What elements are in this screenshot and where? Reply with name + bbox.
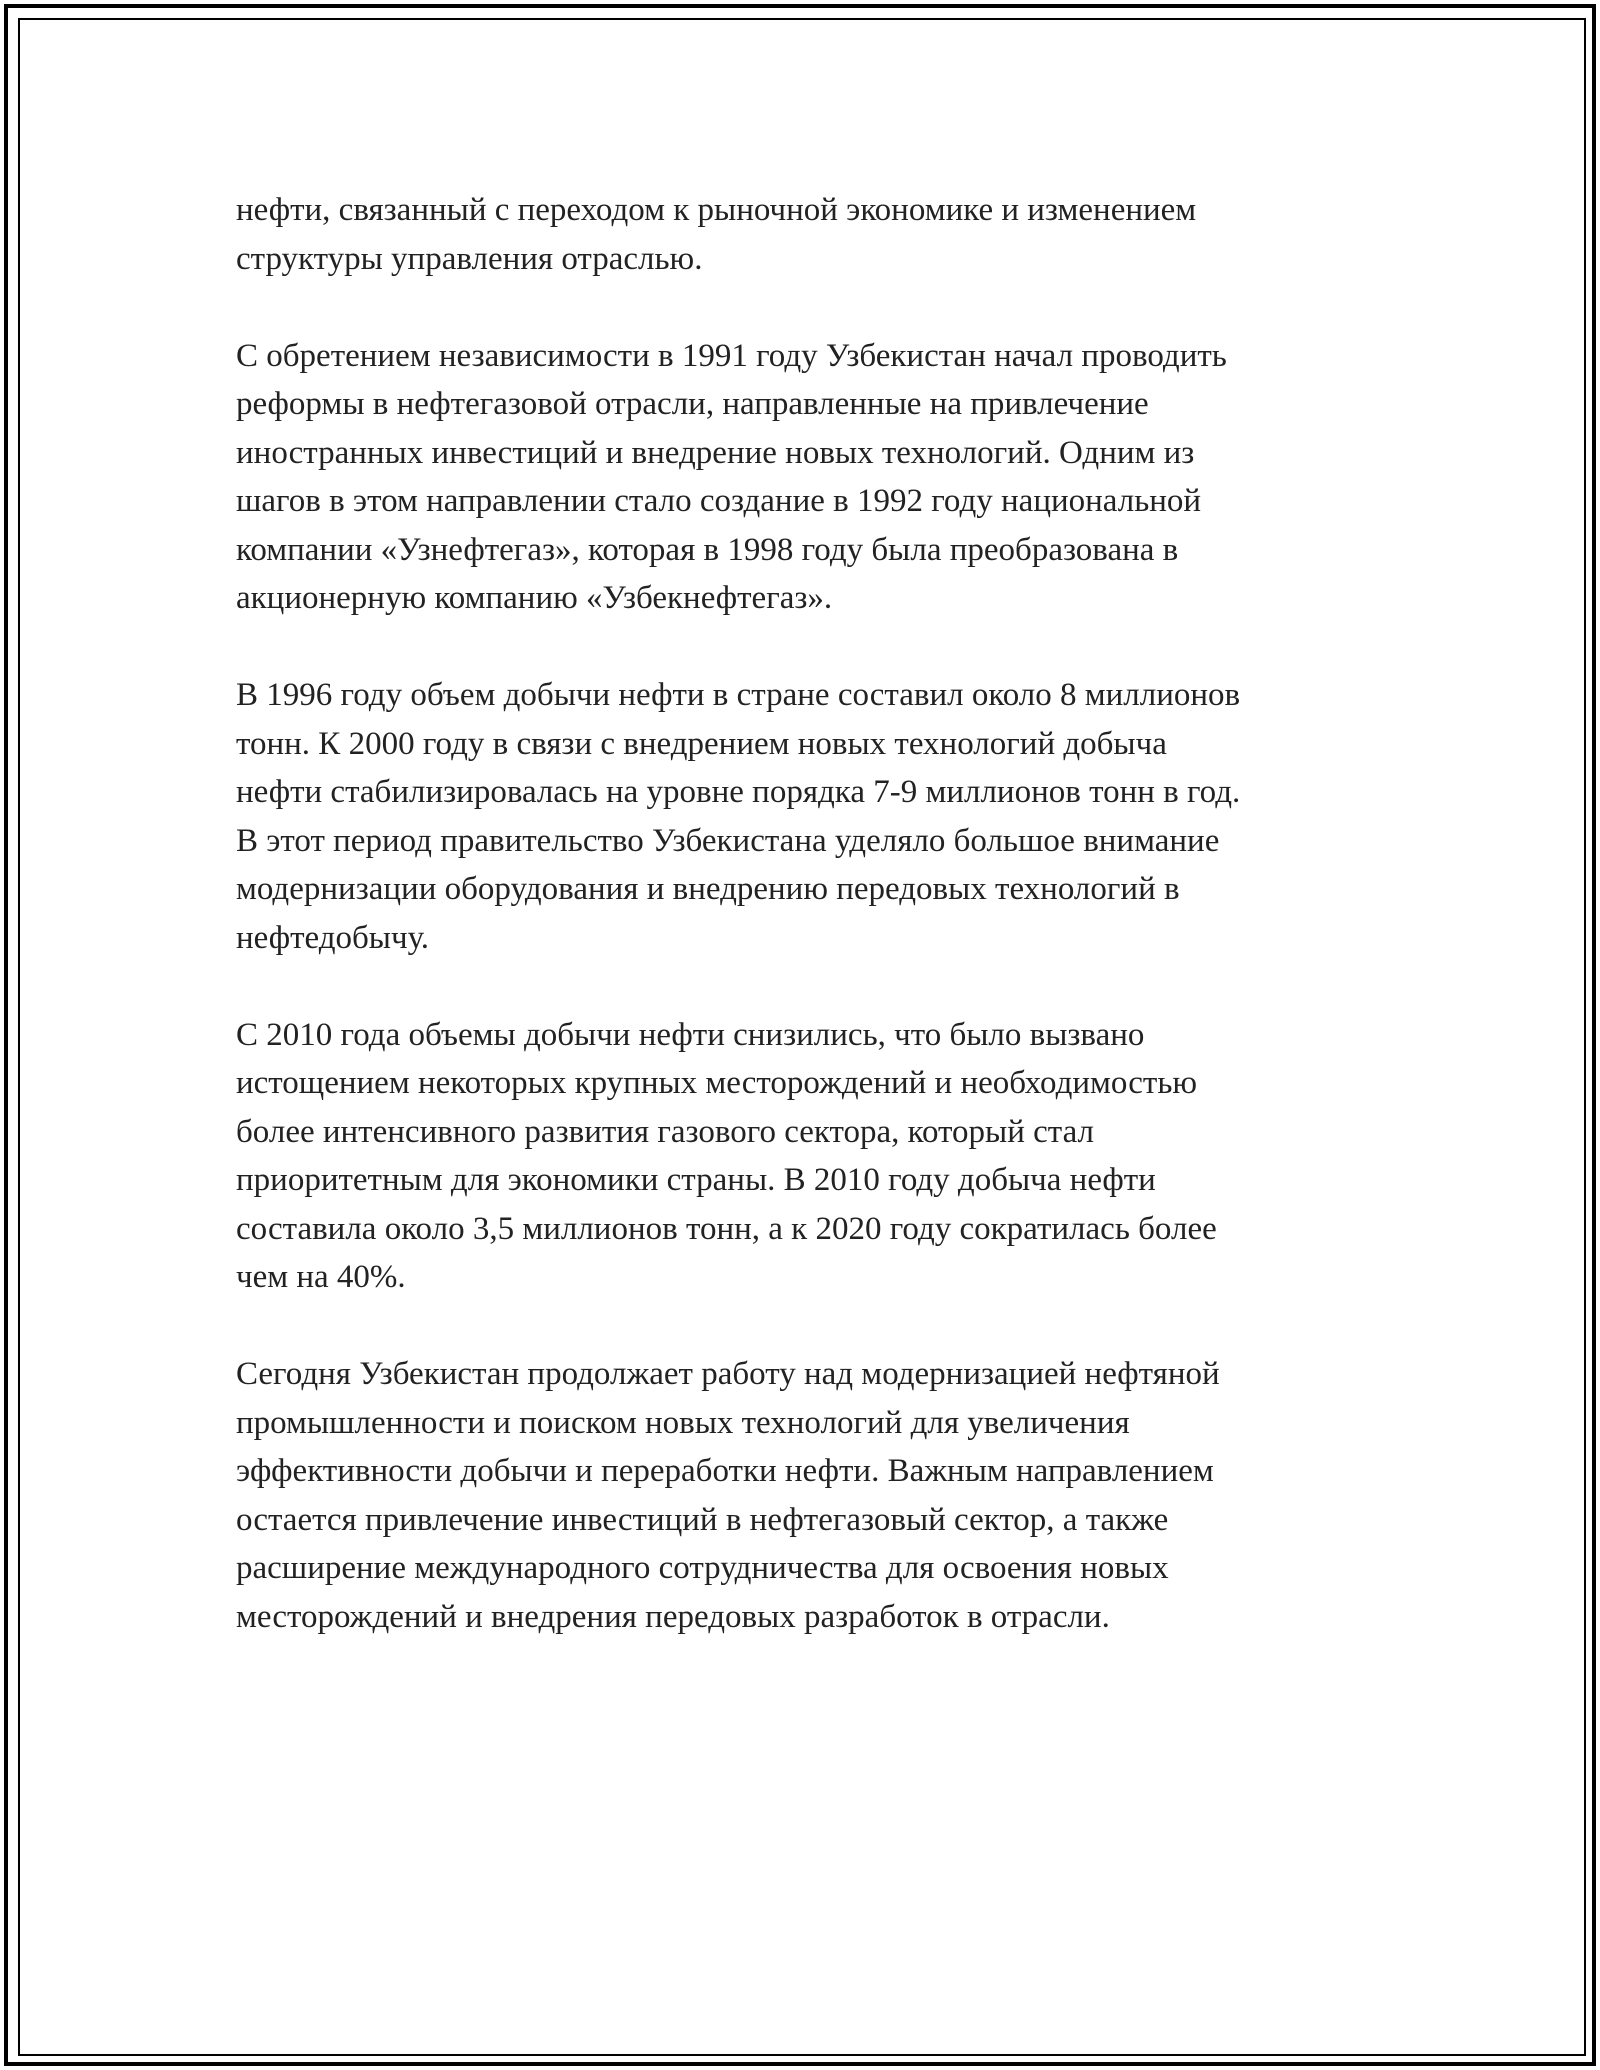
paragraph-production-1996-2000: В 1996 году объем добычи нефти в стране составил около 8 миллионов тонн. К 2000 году в связи с внедрением новых технологий добыча нефти стабилизировалась на уровне порядка 7-9 миллионов тонн в год. В этот период правительство Узбекистана уделяло большое внимание модернизации оборудования и внедрению передовых технологий в нефтедобычу. (236, 677, 1241, 956)
paragraph-decline-2010: С 2010 года объемы добычи нефти снизились, что было вызвано истощением некоторых крупных месторождений и необходимостью более интенсивного развития газового сектора, который стал приоритетным для экономики страны. В 2010 году добыча нефти составила около 3,5 миллионов тонн, а к 2020 году сократилась более чем на 40%. (236, 1016, 1217, 1295)
paragraph-continuation: нефти, связанный с переходом к рыночной экономике и изменением структуры управления отраслью. (236, 192, 1197, 277)
paragraph-today-modernization: Сегодня Узбекистан продолжает работу над модернизацией нефтяной промышленности и поиском новых технологий для увеличения эффективности добычи и переработки нефти. Важным направлением остается привлечение инвестиций в нефтегазовый сектор, а также расширение международного сотрудничества для освоения новых месторождений и внедрения передовых разработок в отрасли. (236, 1356, 1220, 1635)
document-body (236, 186, 1376, 1641)
paragraph-independence-reforms: С обретением независимости в 1991 году Узбекистан начал проводить реформы в нефтегазовой отрасли, направленные на привлечение иностранных инвестиций и внедрение новых технологий. Одним из шагов в этом направлении стало создание в 1992 году национальной компании «Узнефтегаз», которая в 1998 году была преобразована в акционерную компанию «Узбекнефтегаз». (236, 337, 1227, 616)
